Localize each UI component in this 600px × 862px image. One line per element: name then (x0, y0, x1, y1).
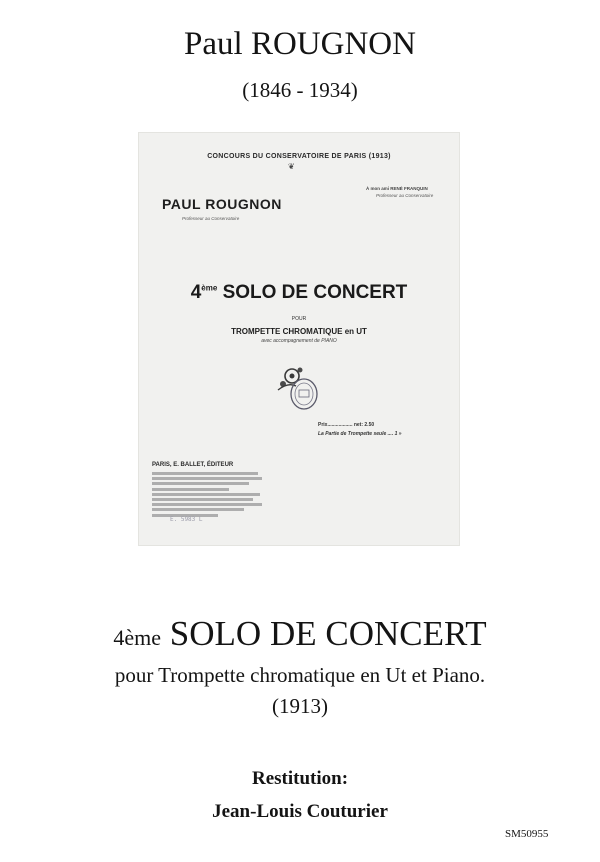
catalog-code: SM50955 (505, 828, 549, 840)
composer-name: Paul ROUGNON (184, 26, 416, 62)
cover-composer-role: Professeur au Conservatoire (182, 216, 240, 221)
cover-contest-line: CONCOURS DU CONSERVATOIRE DE PARIS (1913) (207, 153, 391, 160)
original-cover-image (138, 132, 460, 546)
cover-price: Prix.................. net: 2.50 (318, 422, 375, 428)
cover-dedication: À mon ami RENÉ FRANQUIN (366, 186, 428, 191)
main-title-text: SOLO DE CONCERT (169, 614, 487, 653)
cover-part-price: La Partie de Trompette seule .... 1 » (318, 431, 402, 437)
cover-title (138, 282, 460, 304)
main-title-prefix: 4ème (113, 625, 162, 650)
cover-composer: PAUL ROUGNON (162, 196, 282, 212)
cover-title-number: 4 (190, 282, 202, 303)
flourish-icon: ❦ (288, 162, 295, 171)
publisher-seal-icon (270, 360, 330, 416)
cover-publisher: PARIS, E. BALLET, ÉDITEUR (152, 462, 234, 468)
restitution-name: Jean-Louis Couturier (212, 801, 388, 822)
composer-dates: (1846 - 1934) (242, 78, 358, 102)
restitution-label: Restitution: (251, 768, 349, 789)
cover-instrument: TROMPETTE CHROMATIQUE en UT (231, 327, 367, 336)
cover-publisher-fine-print (152, 472, 262, 519)
cover-title-text: SOLO DE CONCERT (222, 282, 408, 303)
cover-dedication-role: Professeur au Conservatoire (376, 193, 434, 198)
cover-pour: POUR (291, 316, 307, 322)
main-subtitle: pour Trompette chromatique en Ut et Piano. (114, 663, 486, 687)
main-title (0, 614, 600, 654)
main-year: (1913) (272, 694, 328, 718)
cover-stamp: E. 5983 L (170, 516, 203, 523)
cover-title-suffix: ème (201, 283, 218, 293)
cover-accompaniment: avec accompagnement de PIANO (261, 338, 337, 344)
